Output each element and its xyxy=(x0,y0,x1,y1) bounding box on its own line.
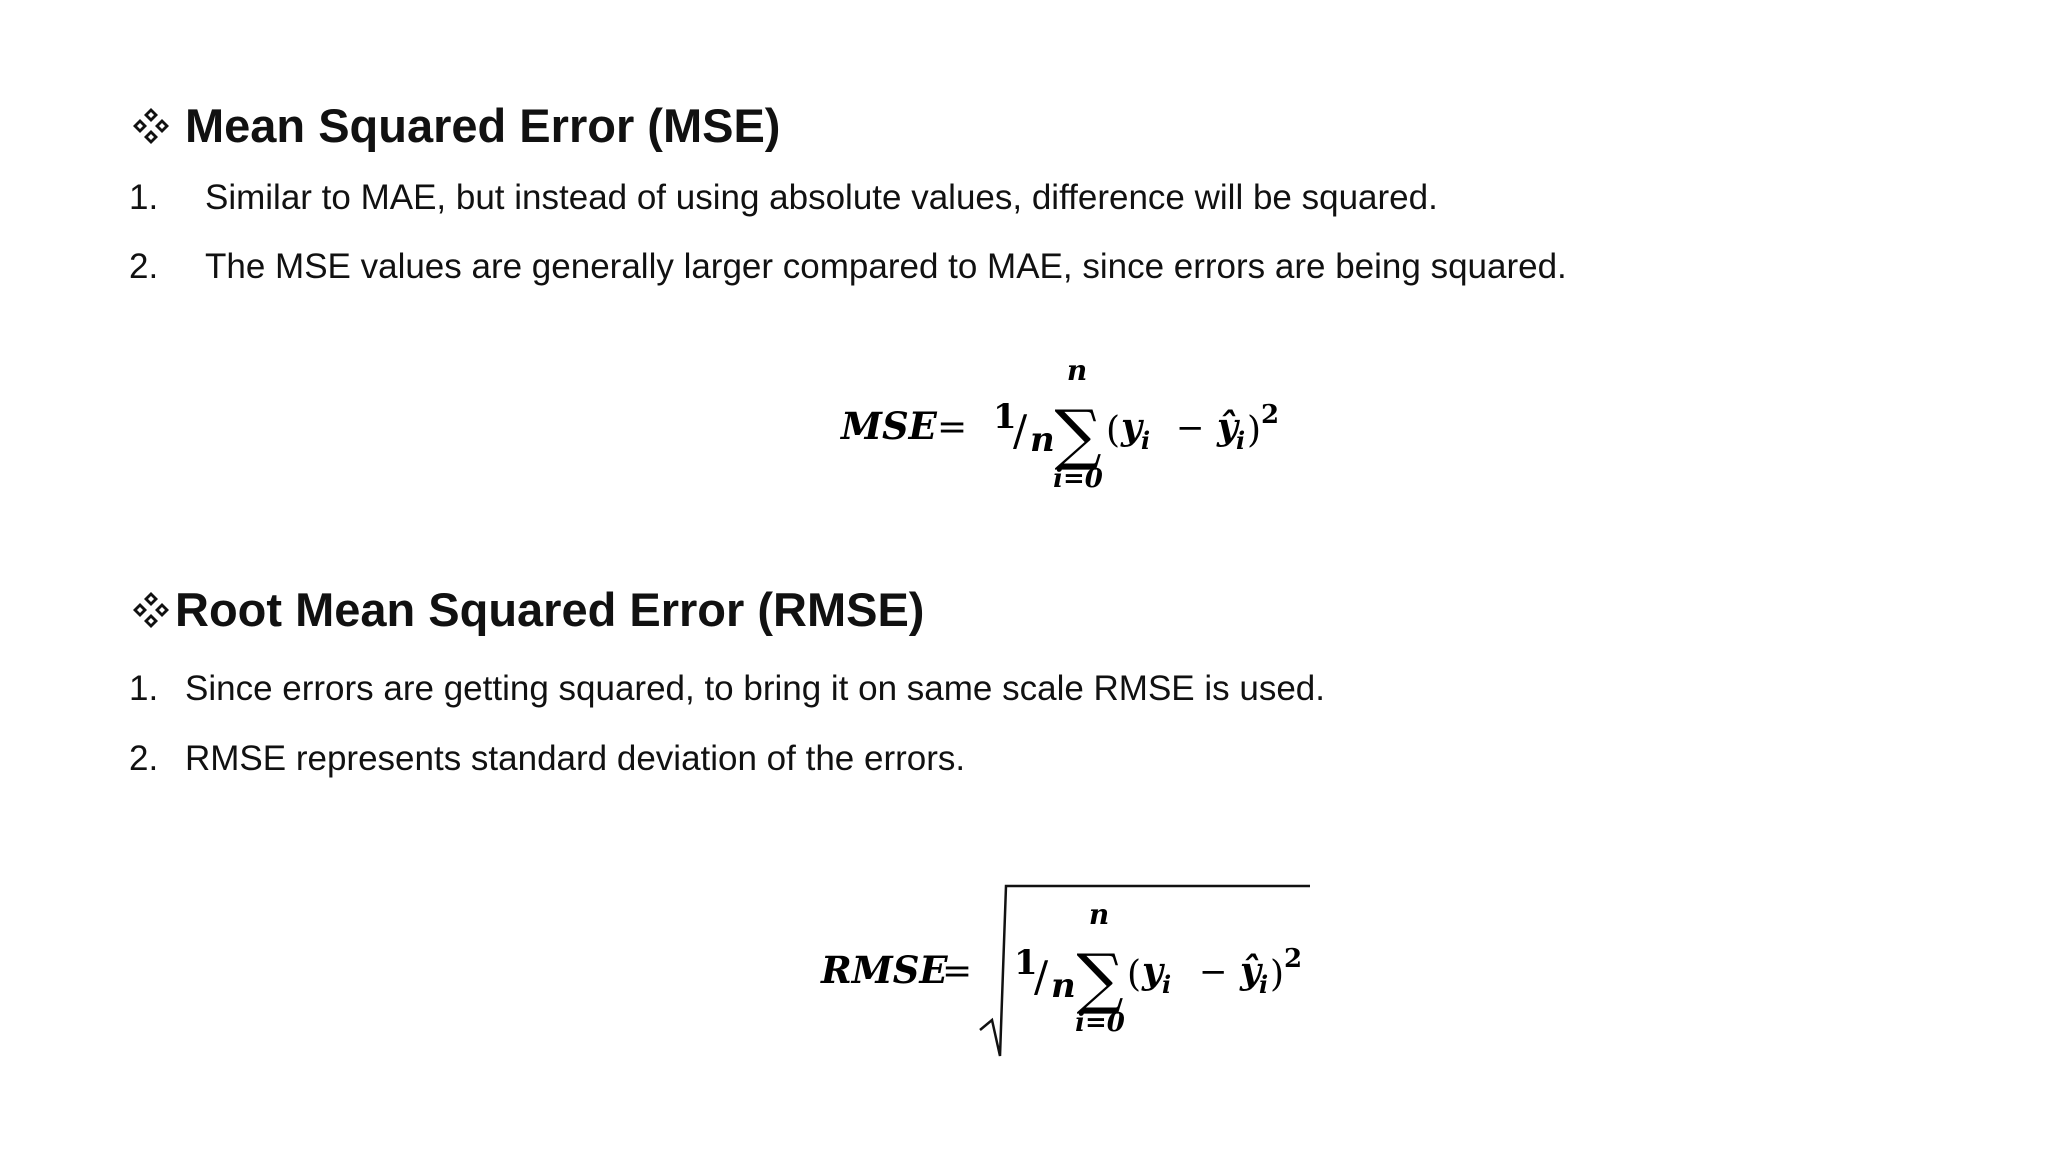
fraction-slash: / xyxy=(1034,952,1049,1001)
fraction-slash: / xyxy=(1013,406,1028,455)
formula-equals: = xyxy=(937,407,968,448)
four-diamond-bullet-icon xyxy=(131,590,171,630)
formula-lhs: RMSE xyxy=(821,948,948,992)
fraction-denominator: n xyxy=(1030,420,1055,460)
subscript-i: i xyxy=(1141,426,1151,455)
list-item-text: RMSE represents standard deviation of the errors. xyxy=(185,739,966,778)
section-title: Root Mean Squared Error (RMSE) xyxy=(175,583,925,636)
section-title: Mean Squared Error (MSE) xyxy=(185,99,781,152)
list-item-number: 1. xyxy=(129,669,159,708)
variable-y-hat: ŷ xyxy=(1217,406,1238,448)
sum-lower-limit: i=0 xyxy=(1075,1008,1125,1038)
variable-y: y xyxy=(1121,406,1142,448)
fraction-denominator: n xyxy=(1051,966,1076,1006)
variable-y-hat: ŷ xyxy=(1240,950,1261,992)
fraction-numerator: 1 xyxy=(1014,943,1038,983)
open-paren: ( xyxy=(1127,954,1142,995)
exponent: 2 xyxy=(1261,400,1280,430)
minus-sign: − xyxy=(1199,952,1228,992)
open-paren: ( xyxy=(1106,410,1121,451)
formula-lhs: MSE xyxy=(841,404,937,448)
formula-equals: = xyxy=(942,951,973,992)
four-diamond-bullet-icon xyxy=(131,106,171,146)
close-paren: ) xyxy=(1270,954,1285,995)
subscript-i: i xyxy=(1162,970,1172,999)
mse-formula xyxy=(830,350,1310,500)
minus-sign: − xyxy=(1176,408,1205,448)
list-item-number: 2. xyxy=(129,739,159,778)
subscript-i-hat: i xyxy=(1236,426,1246,455)
subscript-i-hat: i xyxy=(1259,970,1269,999)
fraction-numerator: 1 xyxy=(993,397,1017,437)
section-heading-mse xyxy=(131,99,781,152)
close-paren: ) xyxy=(1247,410,1262,451)
section-heading-rmse xyxy=(131,583,925,636)
list-item-number: 1. xyxy=(129,178,159,217)
list-item-text: Since errors are getting squared, to bring it on same scale RMSE is used. xyxy=(185,669,1325,708)
sigma-symbol: ∑ xyxy=(1076,940,1124,1017)
list-item-text: The MSE values are generally larger compared to MAE, since errors are being squared. xyxy=(205,247,1567,286)
sum-upper-limit: n xyxy=(1066,354,1088,387)
exponent: 2 xyxy=(1284,944,1303,974)
rmse-formula xyxy=(810,870,1330,1070)
sigma-symbol: ∑ xyxy=(1054,396,1102,473)
variable-y: y xyxy=(1142,950,1163,992)
sum-lower-limit: i=0 xyxy=(1053,464,1103,494)
list-item-text: Similar to MAE, but instead of using absolute values, difference will be squared. xyxy=(205,178,1438,217)
list-item-number: 2. xyxy=(129,247,159,286)
sum-upper-limit: n xyxy=(1088,898,1110,931)
